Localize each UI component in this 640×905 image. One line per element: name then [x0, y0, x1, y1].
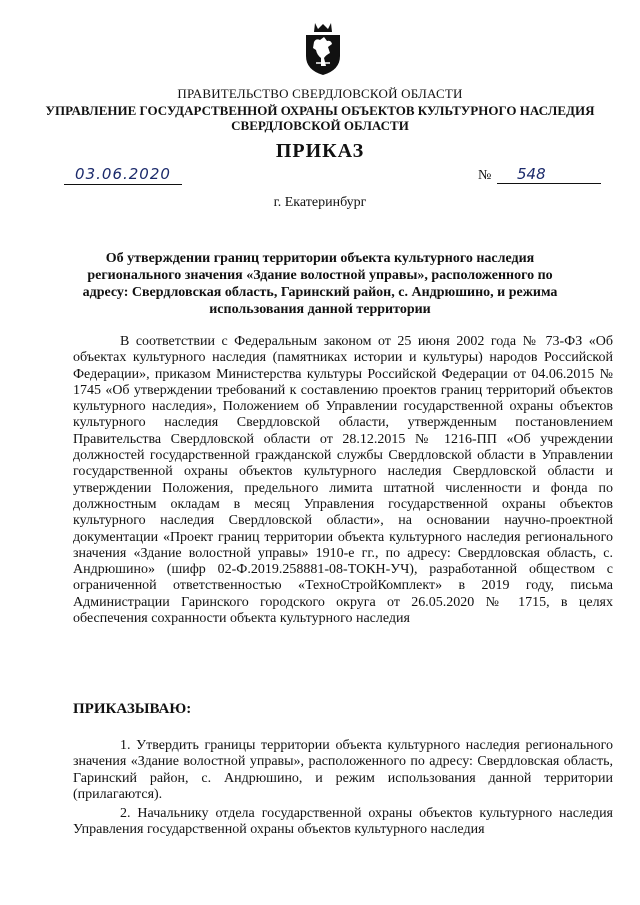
order-number-label: №: [478, 168, 492, 183]
order-word: ПРИКАЗЫВАЮ:: [73, 701, 192, 717]
city-name: г. Екатеринбург: [273, 195, 367, 210]
government-name: ПРАВИТЕЛЬСТВО СВЕРДЛОВСКОЙ ОБЛАСТИ: [177, 86, 463, 101]
department-name: [0, 103, 640, 133]
document-type-heading: ПРИКАЗ: [275, 140, 365, 162]
document-title: Об утверждении границ территории объекта культурного наследия регионального значения «Здание волостной управы», расположенного по адресу: Свердловская область, Гаринский район, с. Андрюшино, и режима использования данной территории: [82, 251, 558, 317]
sverdlovsk-coat-of-arms-icon: [300, 20, 346, 76]
preamble-paragraph: В соответствии с Федеральным законом от 25 июня 2002 года № 73-ФЗ «Об объектах культурного наследия (памятниках истории и культуры) народов Российской Федерации», приказом Министерства культуры Российской Федерации от 04.06.2015 № 1745 «Об утверждении требований к составлению проектов границ территорий объектов культурного наследия», Положением об Управлении государственной охраны объектов культурного наследия Свердловской области, утвержденным постановлением Правительства Свердловской области от 28.12.2015 № 1216-ПП «Об учреждении должностей государственной гражданской службы Свердловской области в Управлении государственной охраны объектов культурного наследия Свердловской области и утверждении Положения, предельного лимита штатной численности и фонда по должностным окладам в месяц Управления государственной охраны объектов культурного наследия Свердловской области», на основании научно-проектной документации «Проект границ территории объекта культурного наследия регионального значения «Здание волостной управы» 1910-е гг., по адресу: Свердловская область, с. Андрюшино» (шифр 02-Ф.2019.258881-08-ТОКН-УЧ), разработанной обществом с ограниченной ответственностью «ТехноСтройКомплект» в 2019 году, письма Администрации Гаринского городского округа от 26.05.2020 № 1715, в целях обеспечения сохранности объекта культурного наследия: [73, 334, 613, 627]
order-number: 548: [497, 165, 601, 184]
department-line-1: УПРАВЛЕНИЕ ГОСУДАРСТВЕННОЙ ОХРАНЫ ОБЪЕКТОВ КУЛЬТУРНОГО НАСЛЕДИЯ: [45, 103, 595, 118]
order-item-2: 2. Начальнику отдела государственной охраны объектов культурного наследия Управления государственной охраны объектов культурного наследия: [73, 806, 613, 838]
department-line-2: СВЕРДЛОВСКОЙ ОБЛАСТИ: [231, 118, 409, 133]
order-item-1: 1. Утвердить границы территории объекта культурного наследия регионального значения «Здание волостной управы», расположенного по адресу: Свердловская область, Гаринский район, с. Андрюшино, и режим использования данной территории (прилагаются).: [73, 738, 613, 802]
order-date: 03.06.2020: [64, 165, 182, 185]
